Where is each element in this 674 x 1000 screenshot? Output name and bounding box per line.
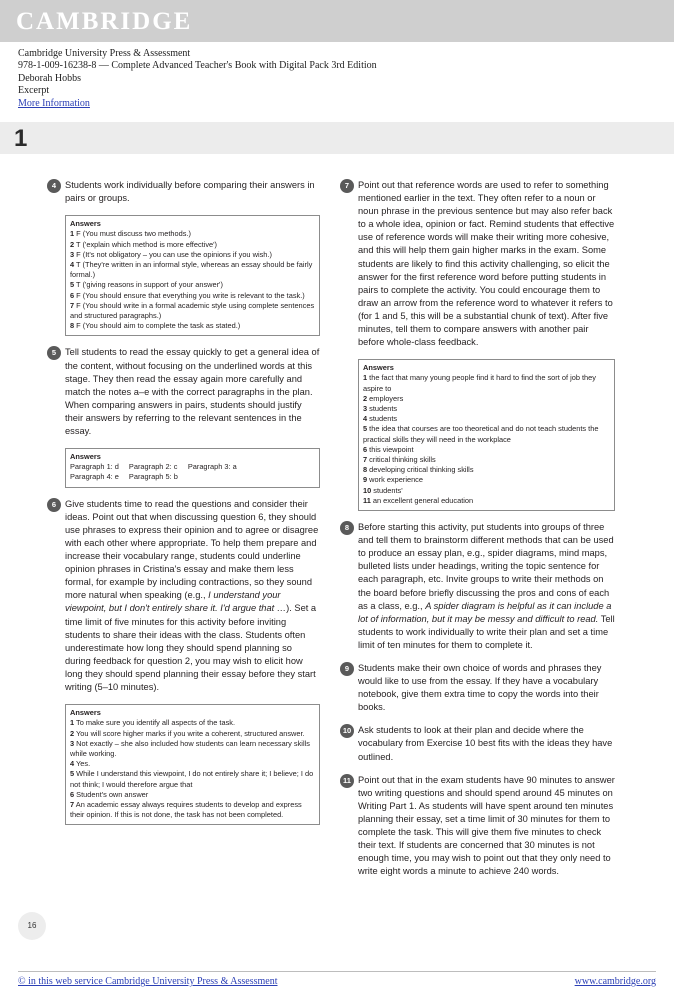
step-number: 7 bbox=[340, 179, 354, 193]
left-column bbox=[50, 179, 320, 835]
step-6 bbox=[50, 498, 320, 694]
step-8 bbox=[343, 521, 615, 652]
answers-title: Answers bbox=[363, 363, 394, 373]
answers-box-4 bbox=[65, 215, 320, 336]
answer-line: 3 F (It's not obligatory – you can use the opinions if you wish.) bbox=[70, 249, 272, 259]
step-text: Point out that in the exam students have 90 minutes to answer two writing questions and should spend around 45 minutes on Writing Part 1. As students will have spent around ten minutes planning their essay, set a time limit of 30 minutes for them to complete the task. This will give them five minutes to check their text. If students are concerned that 30 minutes is not enough time, you may wish to point out that they only need to write eight words a minute to achieve 240 words. bbox=[358, 774, 615, 877]
answer-line: 2 T ('explain which method is more effective') bbox=[70, 239, 218, 249]
answer-line: 5 T ('giving reasons in support of your answer') bbox=[70, 280, 223, 290]
answer-line: 3 students bbox=[363, 404, 398, 414]
copyright-link[interactable]: © in this web service Cambridge University Press & Assessment bbox=[18, 976, 278, 987]
step-11 bbox=[343, 774, 615, 879]
step-text: Ask students to look at their plan and decide where the vocabulary from Exercise 10 best fits with the ideas they have outlined. bbox=[358, 725, 613, 762]
answer-p2: Paragraph 2: c bbox=[128, 462, 178, 472]
step-9 bbox=[343, 662, 615, 714]
author: Deborah Hobbs bbox=[18, 72, 82, 84]
answer-line: 4 students bbox=[363, 414, 398, 424]
step-number: 6 bbox=[47, 498, 61, 512]
step-text: Give students time to read the questions and consider their ideas. Point out that when discussing question 6, they should use phrases to express their opinion and to agree or disagree with each other where appropriate. To help them prepare and increase their vocabulary range, students could underline opinion phrases in Cristina's essay and make them less formal, for example by including contractions, so they sound more natural when speaking (e.g., I understand your viewpoint, but I don't entirely share it. I'd argue that …). Set a time limit of five minutes for this activity before inviting students to share their ideas with the class. Students often underestimate how long they should spend planning so during feedback for question 2, you may wish to elicit how long they should spend planning their essay before they start writing (5–10 minutes). bbox=[65, 498, 319, 692]
more-information-link[interactable]: More Information bbox=[18, 97, 90, 109]
answer-p3: Paragraph 3: a bbox=[187, 462, 237, 472]
isbn-title: 978-1-009-16238-8 — Complete Advanced Teacher's Book with Digital Pack 3rd Edition bbox=[18, 60, 377, 72]
answers-title: Answers bbox=[70, 219, 101, 229]
header-band bbox=[0, 0, 674, 42]
answer-line: 3 Not exactly – she also included how students can learn necessary skills while working. bbox=[70, 738, 310, 758]
step-number: 8 bbox=[340, 521, 354, 535]
step-text: Point out that reference words are used to refer to something mentioned earlier in the text. They often refer to a noun or noun phrase in the previous sentence but may also refer back to a whole idea, opinion or fact. Remind students that effective use of reference words will make their writing more cohesive, and this will help them gain higher marks in the exam. Some students are likely to find this activity challenging, so elicit the answer for the first reference word before putting students in pairs to complete the activity. You could encourage them to draw an arrow from the reference word to whatever it refers to (for 1 and 5, this will be a substantial chunk of text). After five minutes, tell them to compare answers with another pair before whole-class feedback. bbox=[358, 180, 615, 348]
answers-title: Answers bbox=[70, 452, 101, 462]
step-7 bbox=[343, 179, 615, 349]
answer-line: 1 the fact that many young people find it hard to find the sort of job they aspire to bbox=[363, 373, 596, 393]
answers-box-6 bbox=[65, 704, 320, 825]
step-4 bbox=[50, 179, 320, 205]
answer-line: 8 developing critical thinking skills bbox=[363, 465, 474, 475]
answer-line: 10 students' bbox=[363, 485, 403, 495]
answer-line: 4 T (They're written in an informal style, whereas an essay should be fairly formal.) bbox=[70, 260, 313, 280]
answer-line: 5 the idea that courses are too theoretical and do not teach students the practical skills they will need in the workplace bbox=[363, 424, 599, 444]
answer-line: 8 F (You should aim to complete the task as stated.) bbox=[70, 321, 241, 331]
answers-box-5 bbox=[65, 448, 320, 488]
answer-line: 6 Student's own answer bbox=[70, 789, 149, 799]
answer-line: 1 To make sure you identify all aspects of the task. bbox=[70, 718, 236, 728]
answer-line: 11 an excellent general education bbox=[363, 495, 474, 505]
answer-line: 9 work experience bbox=[363, 475, 423, 485]
cambridge-logo: CAMBRIDGE bbox=[16, 8, 193, 35]
website-link[interactable]: www.cambridge.org bbox=[574, 976, 656, 987]
step-number: 10 bbox=[340, 724, 354, 738]
step-number: 4 bbox=[47, 179, 61, 193]
answer-line: 6 F (You should ensure that everything you write is relevant to the task.) bbox=[70, 290, 305, 300]
answer-line: 6 this viewpoint bbox=[363, 444, 414, 454]
page-number: 16 bbox=[18, 912, 46, 940]
book-metadata bbox=[18, 48, 377, 110]
step-number: 11 bbox=[340, 774, 354, 788]
step-text: Tell students to read the essay quickly to get a general idea of the content, without focusing on the underlined words at this stage. They then read the essay again more carefully and match the notes a–e with the correct paragraphs in the plan. When comparing answers in pairs, students should justify their answers by referring to the relevant sentences in the essay. bbox=[65, 347, 320, 436]
unit-number: 1 bbox=[14, 125, 28, 152]
answer-p1: Paragraph 1: d bbox=[70, 462, 119, 472]
answers-box-7 bbox=[358, 359, 615, 511]
step-number: 9 bbox=[340, 662, 354, 676]
step-5 bbox=[50, 346, 320, 438]
footer-divider bbox=[18, 971, 656, 972]
excerpt-label: Excerpt bbox=[18, 85, 50, 97]
publisher: Cambridge University Press & Assessment bbox=[18, 48, 191, 59]
step-text: Students work individually before comparing their answers in pairs or groups. bbox=[65, 180, 315, 204]
answers-title: Answers bbox=[70, 708, 101, 718]
answer-p4: Paragraph 4: e bbox=[70, 472, 119, 482]
answer-line: 2 employers bbox=[363, 393, 404, 403]
unit-bar bbox=[0, 122, 674, 154]
answer-line: 7 An academic essay always requires students to develop and express their opinion. If this is not done, the task has not been completed. bbox=[70, 799, 302, 820]
right-column bbox=[343, 179, 615, 888]
step-text: Students make their own choice of words and phrases they would like to use from the essay. If they have a vocabulary notebook, give them extra time to copy the words into their books. bbox=[358, 663, 602, 713]
answer-line: 1 F (You must discuss two methods.) bbox=[70, 229, 191, 239]
step-text: Before starting this activity, put students into groups of three and tell them to brainstorm different methods that can be used to produce an essay plan, e.g., spider diagrams, mind maps, bulleted lists under headings, writing the topic sentence for each paragraph, etc. Invite groups to write their methods on the board before briefly discussing the pros and cons of each as a class, e.g., A spider diagram is helpful as it can include a lot of information, but it may be messy and difficult to read. Tell students to work individually to write their plan and set a time limit of ten minutes for them to complete it. bbox=[358, 522, 615, 650]
answer-line: 7 F (You should write in a formal academic style using complete sentences and structured paragraphs.) bbox=[70, 300, 315, 321]
answer-line: 7 critical thinking skills bbox=[363, 455, 436, 465]
paragraph-grid bbox=[70, 462, 315, 482]
step-number: 5 bbox=[47, 346, 61, 360]
step-10 bbox=[343, 724, 615, 763]
answer-p5: Paragraph 5: b bbox=[128, 472, 178, 482]
answer-line: 2 You will score higher marks if you write a coherent, structured answer. bbox=[70, 728, 305, 738]
answer-line: 4 Yes. bbox=[70, 759, 91, 769]
answer-line: 5 While I understand this viewpoint, I do not entirely share it; I believe; I do not think; I would therefore argue that bbox=[70, 769, 314, 789]
